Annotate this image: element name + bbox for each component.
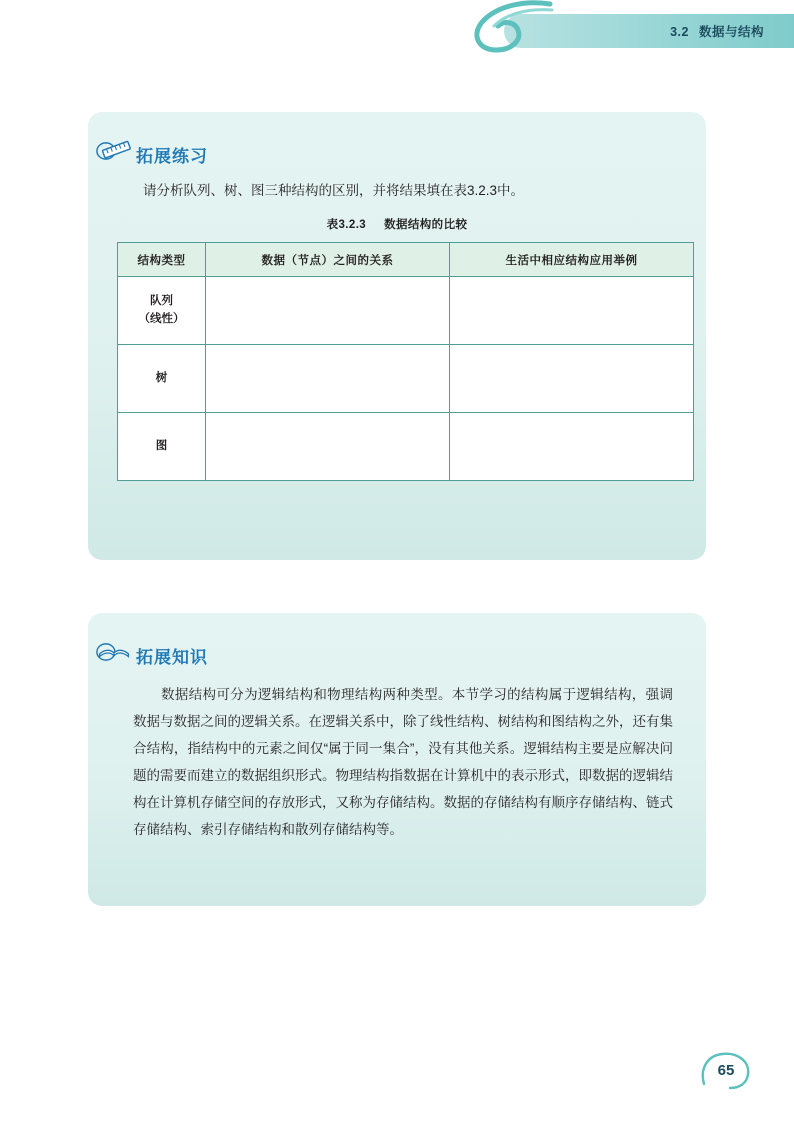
row-input-relation-graph[interactable] [206, 413, 450, 481]
table-caption [88, 216, 706, 232]
row-label-tree: 树 [118, 345, 206, 413]
header-section-number: 3.2 [670, 25, 689, 39]
decorative-swirl-icon [454, 0, 574, 58]
row-input-example-tree[interactable] [450, 345, 694, 413]
knowledge-panel [88, 613, 706, 906]
table-caption-label: 表3.2.3 [326, 219, 367, 231]
row-input-relation-queue[interactable] [206, 277, 450, 345]
table-row [118, 345, 694, 413]
header-section-title: 数据与结构 [698, 25, 764, 39]
page-number-badge [700, 1050, 752, 1090]
row-label-queue: 队列 （线性） [118, 277, 206, 345]
table-caption-title: 数据结构的比较 [384, 219, 468, 231]
open-book-icon [96, 639, 132, 665]
row-input-example-queue[interactable] [450, 277, 694, 345]
table-header-cell-type: 结构类型 [118, 243, 206, 277]
table-header-cell-example: 生活中相应结构应用举例 [450, 243, 694, 277]
practice-title: 拓展练习 [136, 147, 208, 166]
row-input-relation-tree[interactable] [206, 345, 450, 413]
row-input-example-graph[interactable] [450, 413, 694, 481]
header-title [670, 22, 764, 40]
data-structure-comparison-table [117, 242, 694, 481]
table-header-cell-relation: 数据（节点）之间的关系 [206, 243, 450, 277]
row-label-graph: 图 [118, 413, 206, 481]
table-header-row [118, 243, 694, 277]
practice-panel [88, 112, 706, 560]
knowledge-body-text: 数据结构可分为逻辑结构和物理结构两种类型。本节学习的结构属于逻辑结构，强调数据与数据之间的逻辑关系。在逻辑关系中，除了线性结构、树结构和图结构之外，还有集合结构，指结构中的元素之间仅“属于同一集合”，没有其他关系。逻辑结构主要是应解决问题的需要而建立的数据组织形式。物理结构指数据在计算机中的表示形式，即数据的逻辑结构在计算机存储空间的存放形式，又称为存储结构。数据的存储结构有顺序存储结构、链式存储结构、索引存储结构和散列存储结构等。 [133, 687, 673, 837]
page-header [454, 0, 794, 60]
page-number: 65 [717, 1061, 735, 1079]
table-row [118, 277, 694, 345]
practice-lead-text: 请分析队列、树、图三种结构的区别，并将结果填在表3.2.3中。 [143, 183, 525, 198]
knowledge-title: 拓展知识 [136, 648, 208, 667]
table-row [118, 413, 694, 481]
ruler-pencil-icon [96, 138, 132, 164]
